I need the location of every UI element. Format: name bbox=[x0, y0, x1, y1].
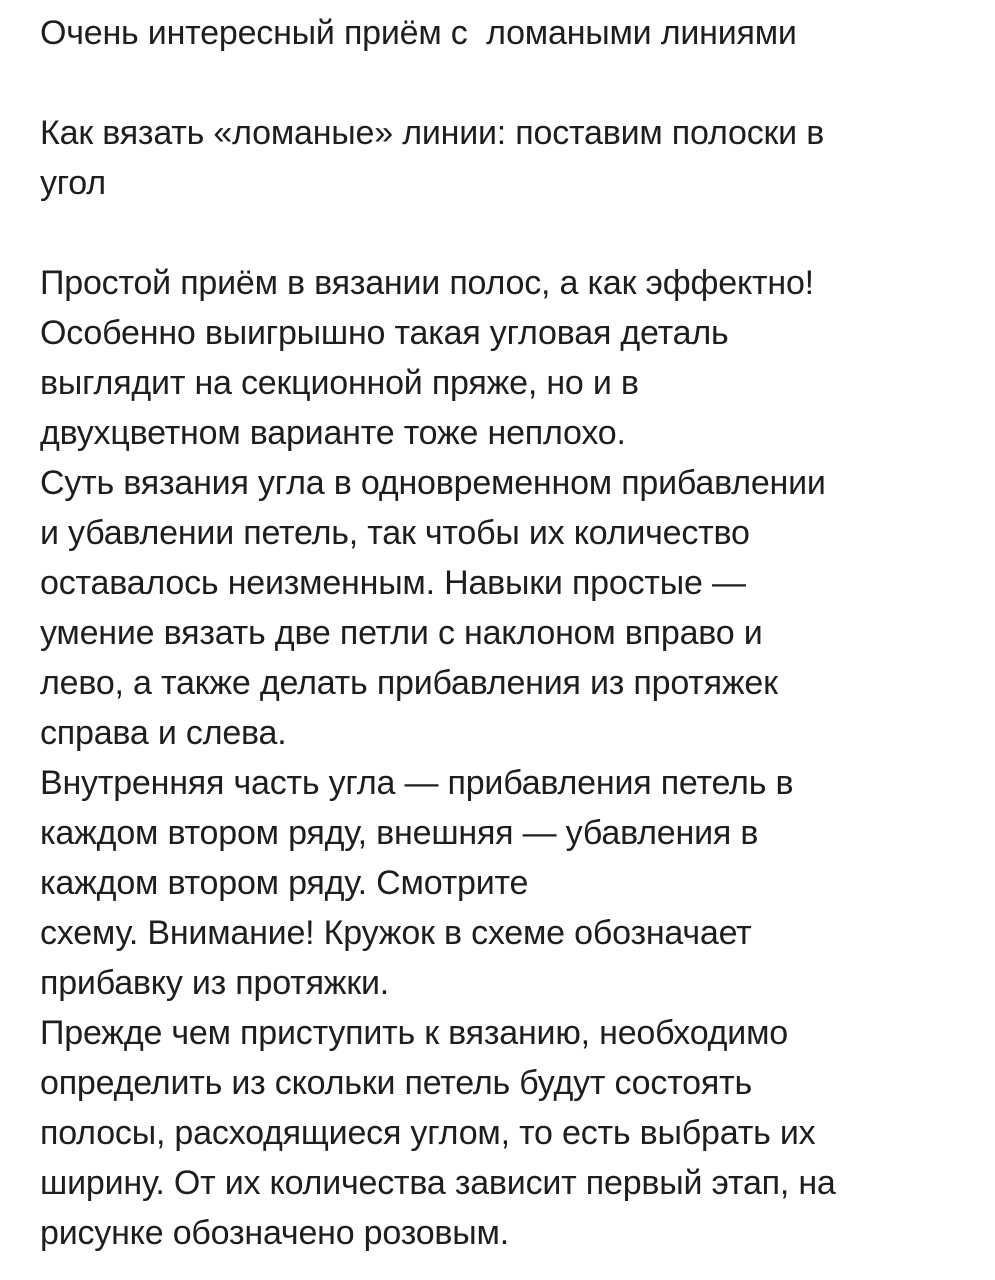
text-line: Как вязать «ломаные» линии: поставим полоски в bbox=[40, 114, 825, 152]
text-line: Прежде чем приступить к вязанию, необходимо bbox=[40, 1014, 788, 1052]
text-line: двухцветном варианте тоже неплохо. bbox=[40, 414, 626, 452]
text-line: каждом втором ряду, внешняя — убавления в bbox=[40, 814, 759, 852]
text-line: полосы, расходящиеся углом, то есть выбрать их bbox=[40, 1114, 816, 1152]
text-line: и убавлении петель, так чтобы их количество bbox=[40, 514, 750, 552]
article-heading bbox=[40, 108, 975, 208]
text-line: Особенно выигрышно такая угловая деталь bbox=[40, 314, 729, 352]
text-line: Суть вязания угла в одновременном прибавлении bbox=[40, 464, 826, 502]
text-line: определить из скольки петель будут состоять bbox=[40, 1064, 752, 1102]
article-title bbox=[40, 8, 975, 58]
text-line: лево, а также делать прибавления из протяжек bbox=[40, 664, 778, 702]
text-line: прибавку из протяжки. bbox=[40, 964, 390, 1002]
text-line: каждом втором ряду. Смотрите bbox=[40, 864, 529, 902]
text-line: ширину. От их количества зависит первый этап, на bbox=[40, 1164, 836, 1202]
text-line: Очень интересный приём с ломаными линиями bbox=[40, 14, 797, 52]
text-line: оставалось неизменным. Навыки простые — bbox=[40, 564, 746, 602]
text-line: Внутренняя часть угла — прибавления петель в bbox=[40, 764, 794, 802]
text-line: справа и слева. bbox=[40, 714, 287, 752]
text-line: угол bbox=[40, 164, 106, 202]
article-body bbox=[40, 258, 975, 1258]
text-line: Простой приём в вязании полос, а как эффектно! bbox=[40, 264, 814, 302]
text-line: рисунке обозначено розовым. bbox=[40, 1214, 509, 1252]
text-line: выглядит на секционной пряже, но и в bbox=[40, 364, 639, 402]
text-line: схему. Внимание! Кружок в схеме обозначает bbox=[40, 914, 752, 952]
text-line: умение вязать две петли с наклоном вправо и bbox=[40, 614, 763, 652]
